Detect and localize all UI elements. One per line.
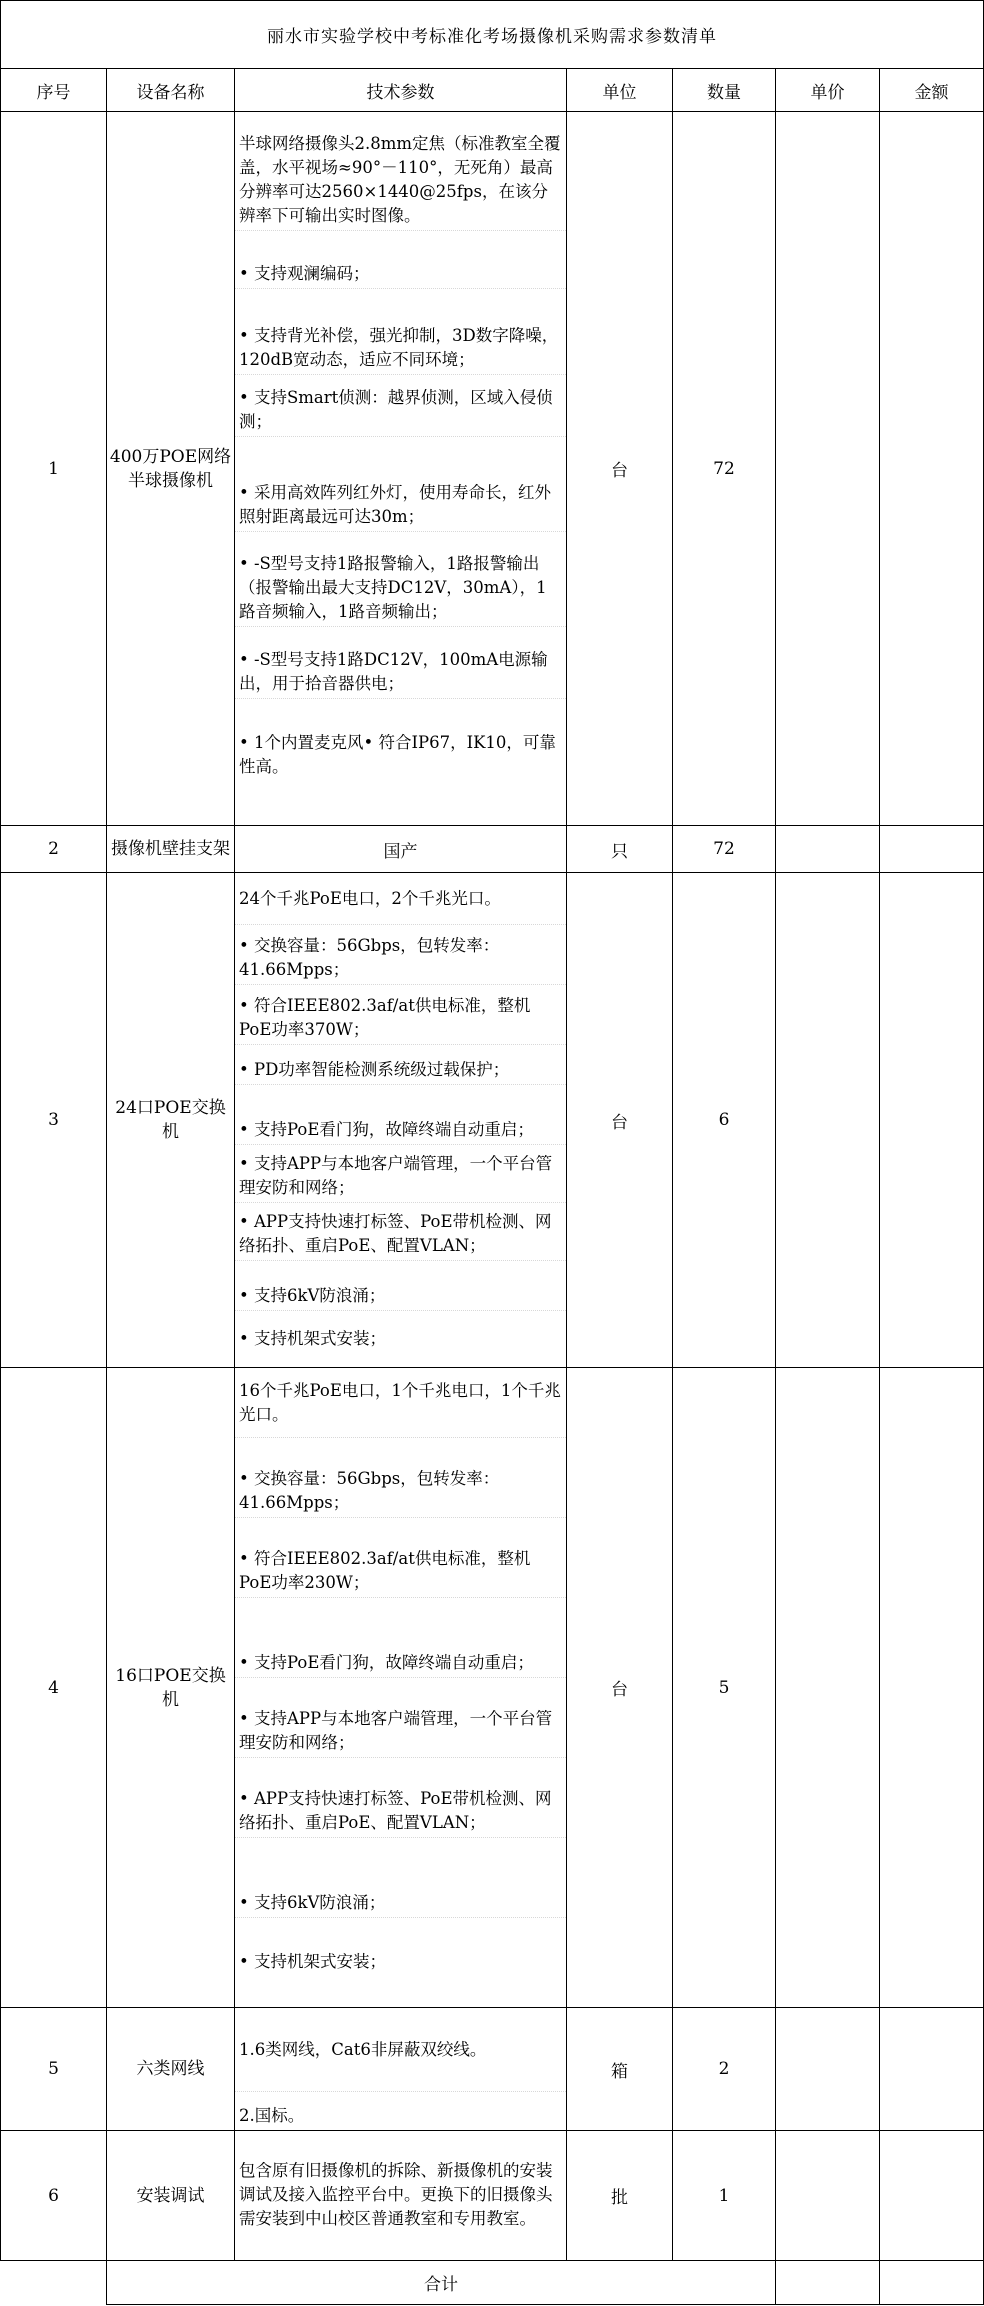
param-line: • 支持6kV防浪涌； (235, 1261, 566, 1311)
table-row (1, 826, 984, 873)
row-unit: 台 (567, 1368, 673, 2008)
row-seq: 1 (1, 112, 107, 826)
param-line: 1.6类网线，Cat6非屏蔽双绞线。 (235, 2008, 566, 2092)
table-row (1, 1368, 984, 2008)
row-qty: 72 (673, 826, 776, 873)
param-line: • -S型号支持1路DC12V，100mA电源输出，用于拾音器供电； (235, 627, 566, 699)
row-qty: 6 (673, 873, 776, 1368)
title-row (1, 1, 984, 69)
row-qty: 1 (673, 2131, 776, 2261)
row-amount (880, 826, 984, 873)
param-line: 24个千兆PoE电口，2个千兆光口。 (235, 873, 566, 925)
row-amount (880, 1368, 984, 2008)
header-qty: 数量 (673, 69, 776, 112)
param-line: • 支持机架式安装； (239, 1952, 386, 1971)
row-params (235, 873, 567, 1368)
param-line: • APP支持快速打标签、PoE带机检测、网络拓扑、重启PoE、配置VLAN； (235, 1758, 566, 1838)
row-unit: 批 (567, 2131, 673, 2261)
row-price (776, 1368, 880, 2008)
row-unit: 台 (567, 873, 673, 1368)
param-line: • 支持APP与本地客户端管理，一个平台管理安防和网络； (235, 1678, 566, 1758)
param-line: • 采用高效阵列红外灯，使用寿命长，红外照射距离最远可达30m； (235, 437, 566, 532)
row-device-name: 安装调试 (107, 2131, 235, 2261)
row-seq: 5 (1, 2008, 107, 2131)
row-unit: 箱 (567, 2008, 673, 2131)
table-row (1, 2008, 984, 2131)
row-amount (880, 873, 984, 1368)
table-row (1, 2131, 984, 2261)
row-seq: 3 (1, 873, 107, 1368)
row-amount (880, 112, 984, 826)
total-blank (1, 2261, 107, 2305)
param-line: • 符合IEEE802.3af/at供电标准，整机PoE功率230W； (235, 1518, 566, 1598)
total-price (776, 2261, 880, 2305)
header-row (1, 69, 984, 112)
param-line: • 交换容量：56Gbps，包转发率：41.66Mpps； (235, 925, 566, 985)
header-price: 单价 (776, 69, 880, 112)
row-params (235, 1368, 567, 2008)
sheet-title: 丽水市实验学校中考标准化考场摄像机采购需求参数清单 (1, 1, 984, 69)
row-params (235, 112, 567, 826)
row-qty: 72 (673, 112, 776, 826)
row-params: 国产 (235, 826, 567, 873)
param-line: 2.国标。 (239, 2106, 305, 2125)
total-row (1, 2261, 984, 2305)
table-row (1, 873, 984, 1368)
param-line: • 支持观澜编码； (235, 231, 566, 289)
row-price (776, 2131, 880, 2261)
row-device-name: 摄像机壁挂支架 (107, 826, 235, 873)
total-amount (880, 2261, 984, 2305)
row-price (776, 826, 880, 873)
header-amount: 金额 (880, 69, 984, 112)
row-qty: 2 (673, 2008, 776, 2131)
row-device-name: 400万POE网络半球摄像机 (107, 112, 235, 826)
param-line: • -S型号支持1路报警输入，1路报警输出（报警输出最大支持DC12V，30mA），1路音频输入，1路音频输出； (235, 532, 566, 627)
row-seq: 6 (1, 2131, 107, 2261)
row-amount (880, 2131, 984, 2261)
param-line: • 支持机架式安装； (239, 1328, 386, 1348)
row-price (776, 873, 880, 1368)
row-device-name: 六类网线 (107, 2008, 235, 2131)
header-unit: 单位 (567, 69, 673, 112)
param-line: • APP支持快速打标签、PoE带机检测、网络拓扑、重启PoE、配置VLAN； (235, 1203, 566, 1261)
row-device-name: 24口POE交换机 (107, 873, 235, 1368)
param-line: 半球网络摄像头2.8mm定焦（标准教室全覆盖，水平视场≈90°－110°，无死角）最高分辨率可达2560×1440@25fps，在该分辨率下可输出实时图像。 (235, 112, 566, 231)
param-line: • 支持PoE看门狗，故障终端自动重启； (235, 1598, 566, 1678)
row-params (235, 2008, 567, 2131)
param-line: • 支持Smart侦测：越界侦测，区域入侵侦测； (235, 375, 566, 437)
param-line: • 支持6kV防浪涌； (235, 1838, 566, 1918)
row-unit: 只 (567, 826, 673, 873)
param-line: • 交换容量：56Gbps，包转发率：41.66Mpps； (235, 1438, 566, 1518)
row-qty: 5 (673, 1368, 776, 2008)
row-amount (880, 2008, 984, 2131)
row-price (776, 112, 880, 826)
table-row (1, 112, 984, 826)
param-line: • 支持PoE看门狗，故障终端自动重启； (235, 1085, 566, 1145)
row-device-name: 16口POE交换机 (107, 1368, 235, 2008)
param-line: • 支持背光补偿，强光抑制，3D数字降噪，120dB宽动态，适应不同环境； (235, 289, 566, 375)
header-seq: 序号 (1, 69, 107, 112)
param-line: 包含原有旧摄像机的拆除、新摄像机的安装调试及接入监控平台中。更换下的旧摄像头需安装到中山校区普通教室和专用教室。 (239, 2161, 553, 2228)
row-params (235, 2131, 567, 2261)
total-label: 合计 (107, 2261, 776, 2305)
header-params: 技术参数 (235, 69, 567, 112)
header-name: 设备名称 (107, 69, 235, 112)
row-price (776, 2008, 880, 2131)
row-seq: 2 (1, 826, 107, 873)
row-seq: 4 (1, 1368, 107, 2008)
param-line: • 符合IEEE802.3af/at供电标准，整机PoE功率370W； (235, 985, 566, 1045)
param-line: • PD功率智能检测系统级过载保护； (235, 1045, 566, 1085)
param-line: • 1个内置麦克风• 符合IP67，IK10，可靠性高。 (239, 732, 556, 776)
row-unit: 台 (567, 112, 673, 826)
param-line: 16个千兆PoE电口，1个千兆电口，1个千兆光口。 (235, 1368, 566, 1438)
param-line: • 支持APP与本地客户端管理，一个平台管理安防和网络； (235, 1145, 566, 1203)
